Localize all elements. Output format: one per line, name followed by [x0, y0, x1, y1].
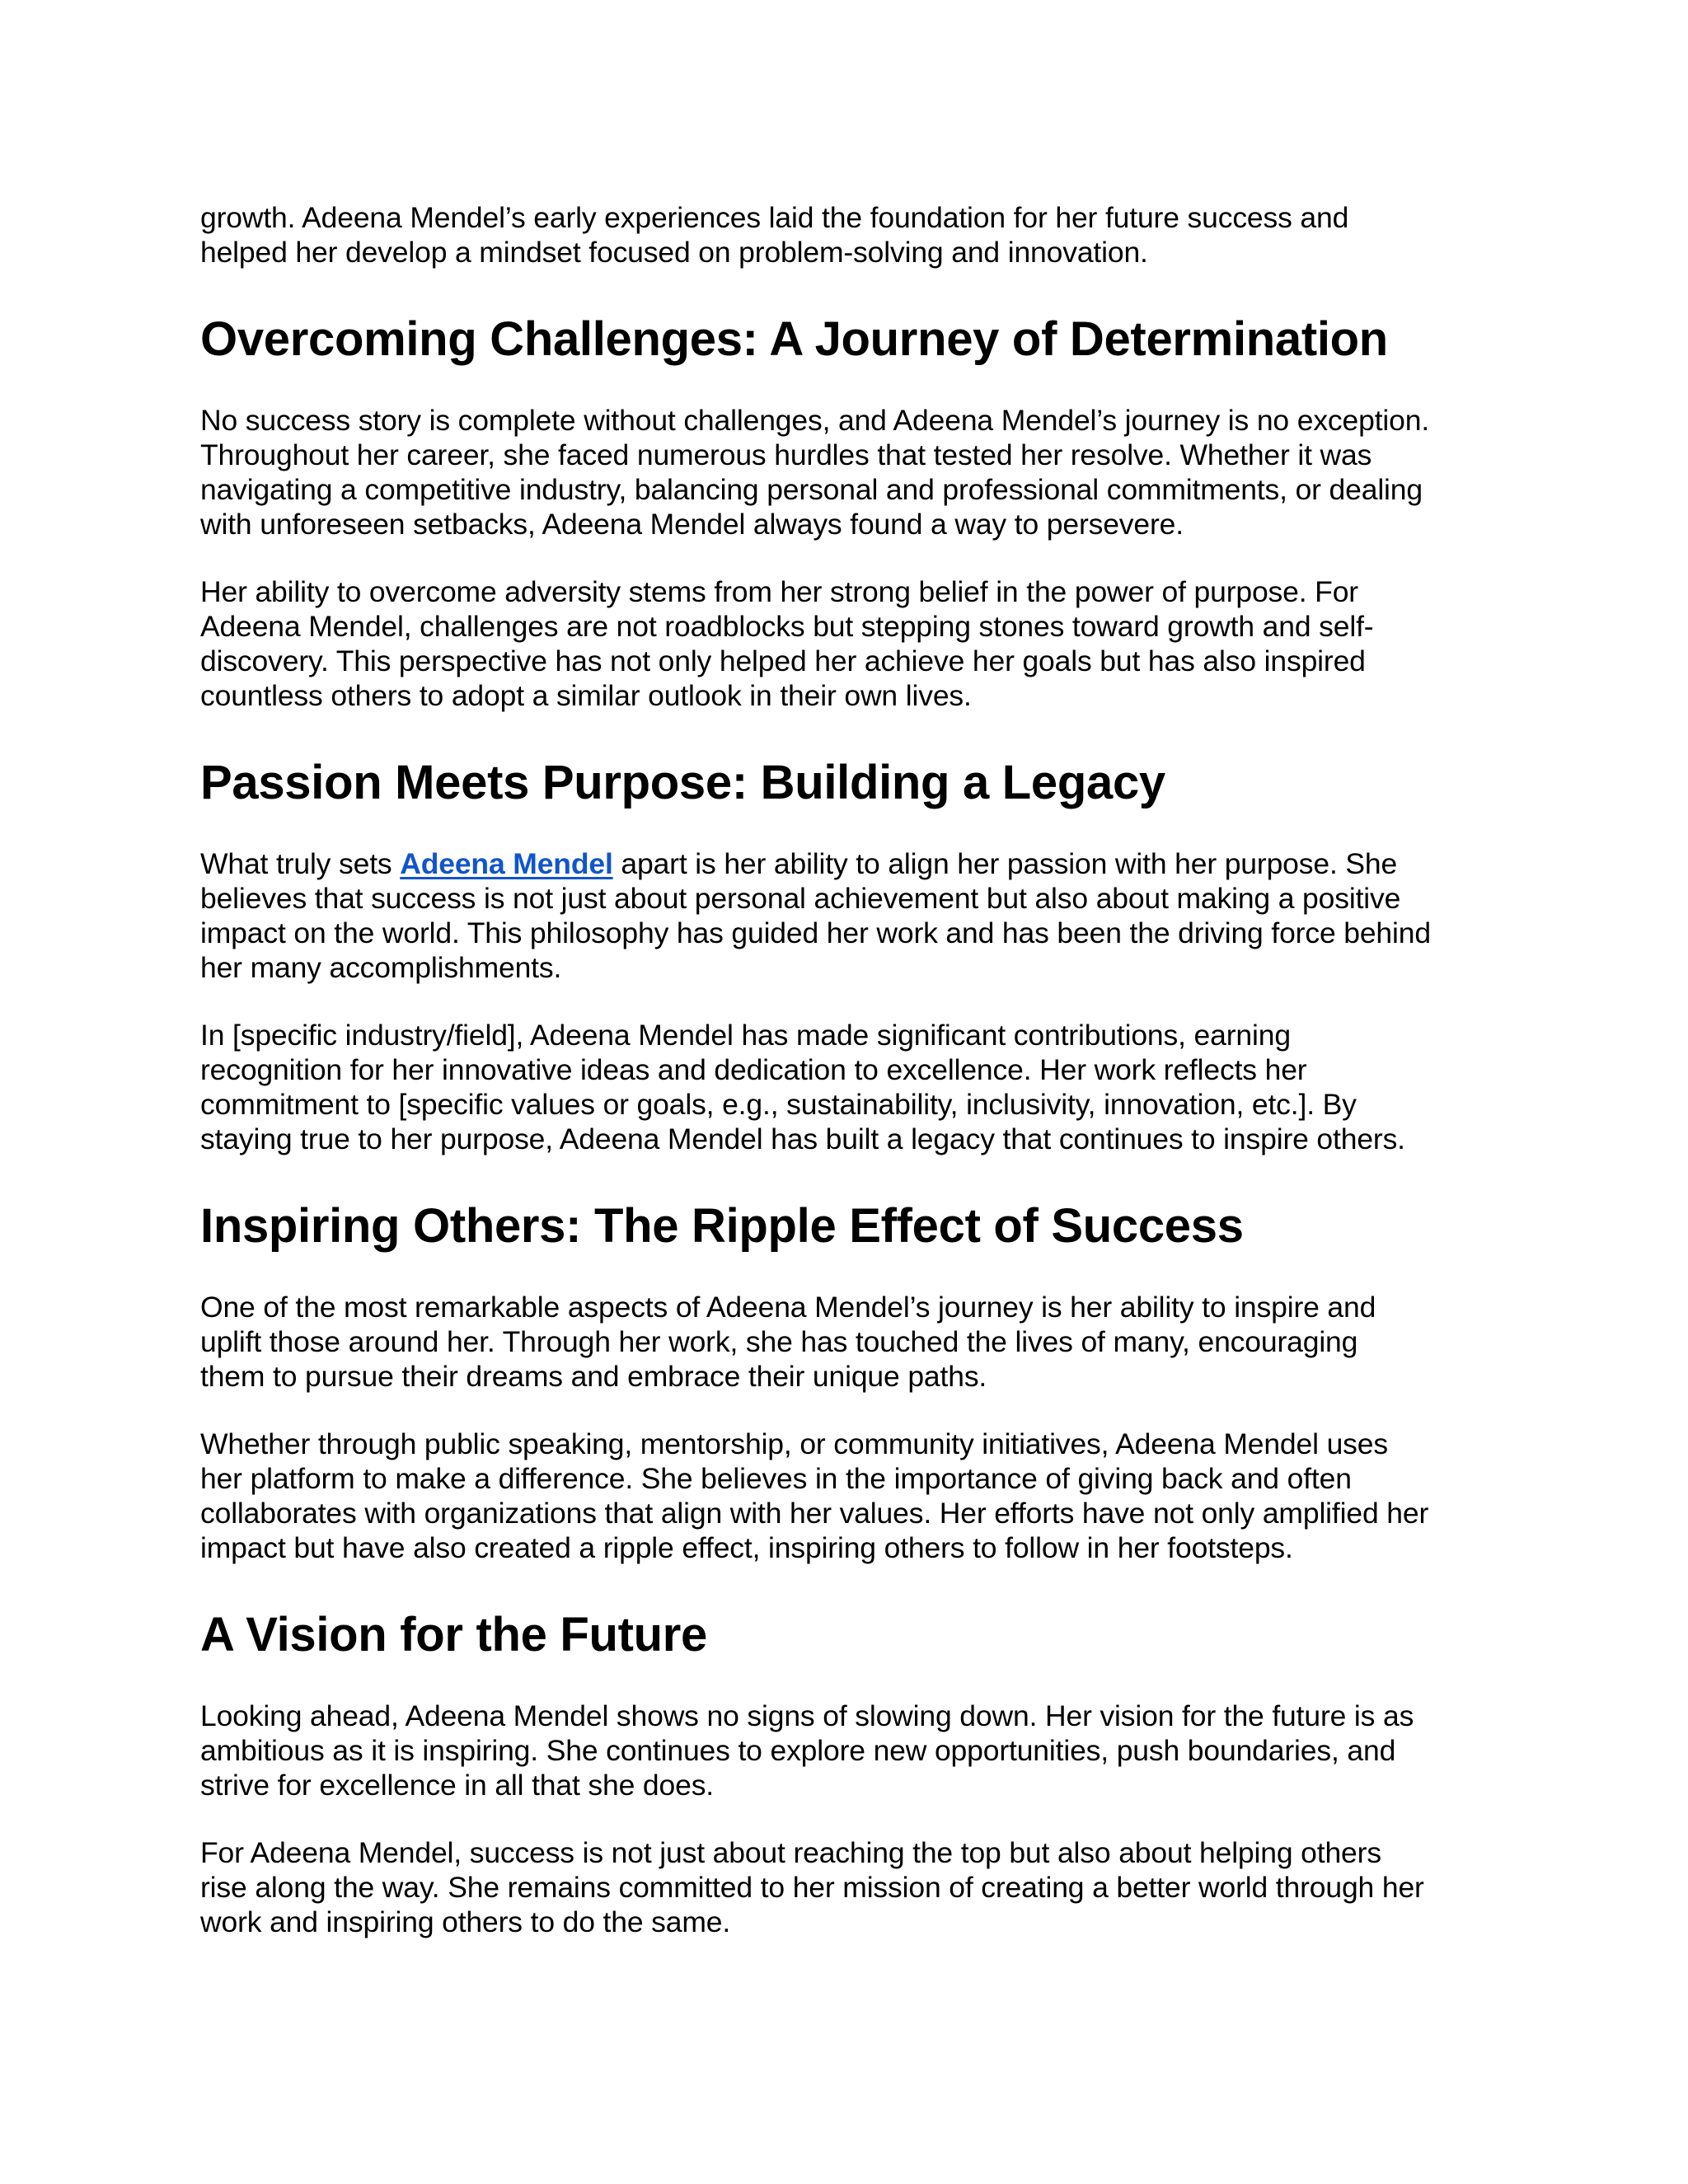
document-page: [200, 200, 1511, 1939]
text-line: Throughout her career, she faced numerous hurdles that tested her resolve. Whether it was: [200, 438, 1372, 471]
text-line: countless others to adopt a similar outlook in their own lives.: [200, 679, 972, 712]
text-line: Looking ahead, Adeena Mendel shows no signs of slowing down. Her vision for the future is as: [200, 1699, 1414, 1732]
text-line: Adeena Mendel, challenges are not roadblocks but stepping stones toward growth and self-: [200, 610, 1374, 643]
text-line: work and inspiring others to do the same.: [200, 1905, 731, 1938]
text-line: growth. Adeena Mendel’s early experiences laid the foundation for her future success and: [200, 201, 1349, 234]
text-line: Whether through public speaking, mentorship, or community initiatives, Adeena Mendel uses: [200, 1427, 1388, 1460]
text-line: uplift those around her. Through her work, she has touched the lives of many, encouraging: [200, 1325, 1358, 1358]
text-line: helped her develop a mindset focused on problem-solving and innovation.: [200, 236, 1148, 269]
section-heading-passion-meets-purpose: Passion Meets Purpose: Building a Legacy: [200, 756, 1165, 809]
paragraph: [200, 1699, 1511, 1802]
paragraph: [200, 1290, 1511, 1394]
paragraph: [200, 1427, 1511, 1565]
text-line: No success story is complete without challenges, and Adeena Mendel’s journey is no exception.: [200, 404, 1430, 437]
text-line: believes that success is not just about personal achievement but also about making a positive: [200, 882, 1401, 915]
text-line: ambitious as it is inspiring. She continues to explore new opportunities, push boundaries, and: [200, 1734, 1396, 1767]
text-segment: apart is her ability to align her passion with her purpose. She: [612, 847, 1398, 880]
text-line: commitment to [specific values or goals, e.g., sustainability, inclusivity, innovation, etc.]. By: [200, 1088, 1357, 1121]
text-line: collaborates with organizations that align with her values. Her efforts have not only amplified her: [200, 1497, 1429, 1530]
section-heading-overcoming-challenges: Overcoming Challenges: A Journey of Determination: [200, 312, 1388, 366]
text-line: impact but have also created a ripple effect, inspiring others to follow in her footsteps.: [200, 1531, 1293, 1564]
text-line: impact on the world. This philosophy has guided her work and has been the driving force behind: [200, 916, 1431, 949]
text-line: her many accomplishments.: [200, 951, 562, 984]
paragraph: [200, 403, 1511, 541]
text-line: recognition for her innovative ideas and dedication to excellence. Her work reflects her: [200, 1053, 1307, 1086]
text-line: For Adeena Mendel, success is not just about reaching the top but also about helping others: [200, 1836, 1381, 1869]
paragraph: [200, 1835, 1511, 1939]
text-line: Her ability to overcome adversity stems from her strong belief in the power of purpose. For: [200, 575, 1358, 608]
text-line: One of the most remarkable aspects of Adeena Mendel’s journey is her ability to inspire and: [200, 1291, 1376, 1324]
text-line: discovery. This perspective has not only helped her achieve her goals but has also inspired: [200, 644, 1366, 677]
text-line: [200, 846, 1511, 881]
text-line: strive for excellence in all that she does.: [200, 1769, 715, 1802]
paragraph: [200, 574, 1511, 713]
text-line: them to pursue their dreams and embrace their unique paths.: [200, 1360, 987, 1393]
paragraph: [200, 1018, 1511, 1156]
text-segment: What truly sets: [200, 847, 401, 880]
text-line: navigating a competitive industry, balancing personal and professional commitments, or dealing: [200, 473, 1423, 506]
section-heading-vision-for-the-future: A Vision for the Future: [200, 1608, 708, 1661]
text-line: rise along the way. She remains committed to her mission of creating a better world through her: [200, 1871, 1424, 1904]
text-line: her platform to make a difference. She believes in the importance of giving back and often: [200, 1462, 1352, 1495]
adeena-mendel-link[interactable]: Adeena Mendel: [400, 847, 613, 880]
intro-paragraph: [200, 200, 1511, 269]
text-line: In [specific industry/field], Adeena Mendel has made significant contributions, earning: [200, 1019, 1291, 1052]
text-line: with unforeseen setbacks, Adeena Mendel always found a way to persevere.: [200, 508, 1184, 541]
text-line: staying true to her purpose, Adeena Mendel has built a legacy that continues to inspire others.: [200, 1122, 1405, 1155]
section-heading-inspiring-others: Inspiring Others: The Ripple Effect of Success: [200, 1199, 1244, 1253]
paragraph-with-link: [200, 846, 1511, 985]
